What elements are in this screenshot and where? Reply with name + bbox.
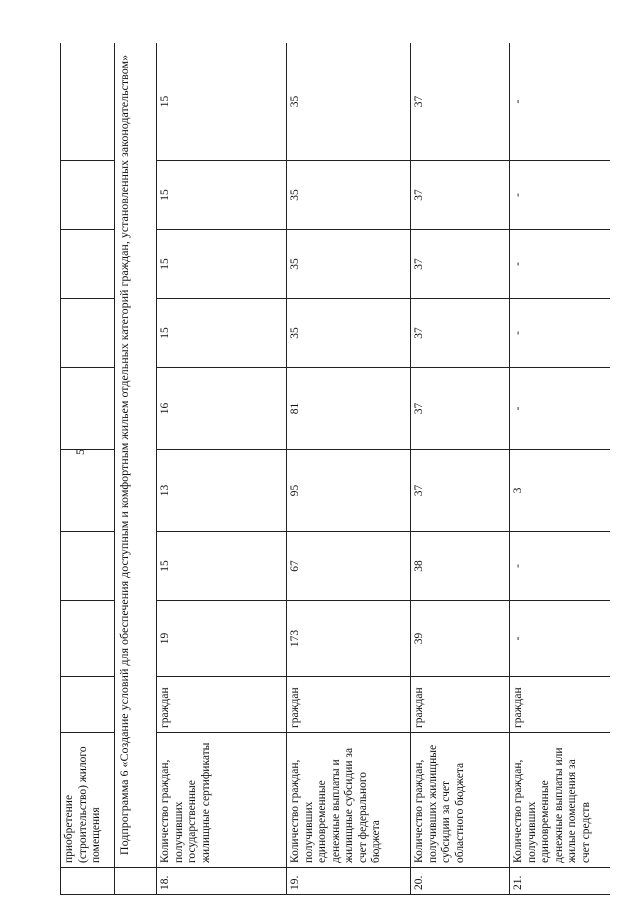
value-cell: 19 — [157, 601, 287, 677]
row-index: 19. — [287, 868, 411, 895]
value-cell: - — [510, 161, 611, 230]
value-cell: 37 — [411, 299, 510, 368]
row-index: 20. — [411, 868, 510, 895]
value-cell: - — [510, 601, 611, 677]
value-cell: 35 — [287, 299, 411, 368]
indicator-name-cell: приобретение (строительство) жилого помещения — [61, 733, 115, 868]
value-cell: - — [510, 368, 611, 450]
value-cell: 95 — [287, 450, 411, 532]
index-cell — [61, 868, 115, 895]
indicator-name-cell: Количество граждан, получивших жилищные субсидии за счет областного бюджета — [411, 733, 510, 868]
value-cell: 13 — [157, 450, 287, 532]
subprogram-title: Подпрограмма 6 «Создание условий для обеспечения доступным и комфортным жильем отдельных категорий граждан, установленных законодательством» — [115, 43, 157, 868]
value-cell: 38 — [411, 532, 510, 601]
value-cell: - — [510, 299, 611, 368]
unit-cell: граждан — [510, 677, 611, 733]
value-cell: 35 — [287, 43, 411, 161]
unit-cell: граждан — [411, 677, 510, 733]
row-index: 21. — [510, 868, 611, 895]
value-cell: 39 — [411, 601, 510, 677]
value-cell: 35 — [287, 230, 411, 299]
indicator-name-cell: Количество граждан, получивших единовременные денежные выплаты и жилищные субсидии за счет федерального бюджета — [287, 733, 411, 868]
unit-cell — [61, 677, 115, 733]
value-cell: - — [510, 230, 611, 299]
subprogram-row — [115, 43, 157, 895]
row-index: 18. — [157, 868, 287, 895]
rotated-page — [60, 43, 610, 895]
value-cell: - — [510, 43, 611, 161]
value-cell: 37 — [411, 450, 510, 532]
indicator-name-cell: Количество граждан, получивших государственные жилищные сертификаты — [157, 733, 287, 868]
value-cell: 35 — [287, 161, 411, 230]
table-row — [287, 43, 411, 895]
value-cell: 3 — [510, 450, 611, 532]
table-row — [411, 43, 510, 895]
value-cell: 37 — [411, 368, 510, 450]
unit-cell: граждан — [157, 677, 287, 733]
value-cell: 37 — [411, 161, 510, 230]
value-cell: 15 — [157, 299, 287, 368]
value-cell: 16 — [157, 368, 287, 450]
table-row — [61, 43, 115, 895]
value-cell: 81 — [287, 368, 411, 450]
value-cell: 15 — [157, 532, 287, 601]
value-cell: - — [510, 532, 611, 601]
table-row — [157, 43, 287, 895]
page-number: 5 — [73, 449, 87, 455]
value-cell: 37 — [411, 230, 510, 299]
value-cell: 15 — [157, 161, 287, 230]
value-cell: 37 — [411, 43, 510, 161]
value-cell: 173 — [287, 601, 411, 677]
unit-cell: граждан — [287, 677, 411, 733]
indicator-table — [60, 43, 610, 895]
value-cell: 15 — [157, 230, 287, 299]
table-row — [510, 43, 611, 895]
value-cell: 67 — [287, 532, 411, 601]
indicator-name-cell: Количество граждан, получивших единовременные денежные выплаты или жилые помещения за счет средств — [510, 733, 611, 868]
value-cell: 15 — [157, 43, 287, 161]
